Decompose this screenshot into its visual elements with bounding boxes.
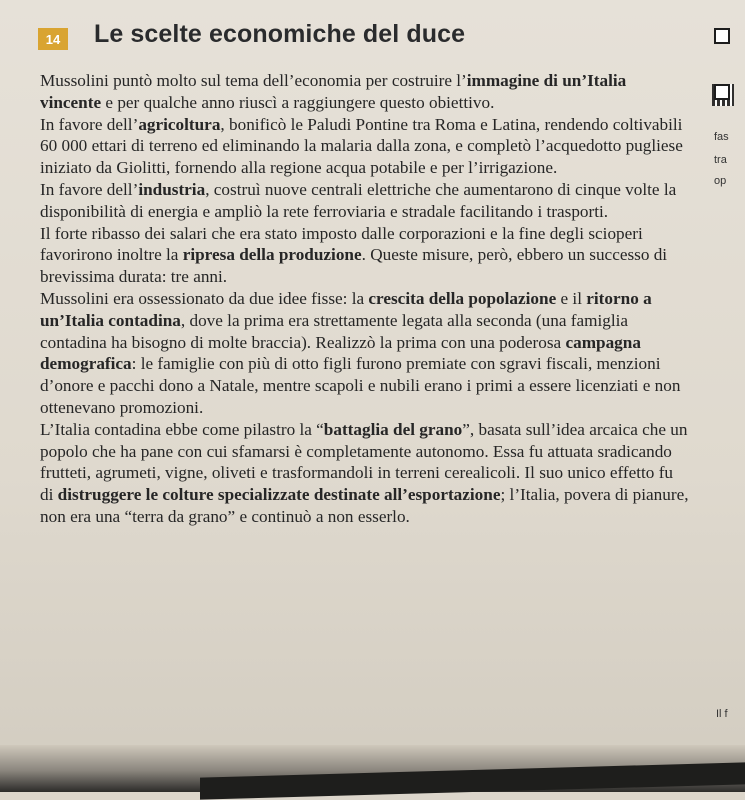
checkbox-square-icon xyxy=(714,28,730,44)
text-run: Mussolini era ossessionato da due idee fisse: la xyxy=(40,288,369,308)
paragraph xyxy=(40,223,690,288)
margin-note: op xyxy=(714,175,727,187)
text-run: . Queste misure, però, ebbero un successo di brevissima durata: tre anni. xyxy=(40,245,668,287)
margin-note: tra xyxy=(714,154,727,166)
bold-phrase: distruggere le colture specializzate destinate all’esportazione xyxy=(57,485,501,505)
paragraph xyxy=(40,70,690,114)
bold-phrase: ritorno a un’Italia contadina xyxy=(40,288,652,330)
text-run: , dove la prima era strettamente legata alla seconda (una famiglia contadina ha bisogno di molte braccia). Realizzò la prima con una poderosa xyxy=(40,310,629,352)
bold-phrase: industria xyxy=(138,179,206,199)
text-run: e il xyxy=(556,288,587,308)
body-text xyxy=(40,70,690,528)
paragraph xyxy=(40,288,690,419)
margin-note: Il f xyxy=(716,708,728,720)
text-run: Mussolini puntò molto sul tema dell’economia per costruire l’ xyxy=(40,71,467,90)
section-number-badge xyxy=(38,28,68,50)
text-run: , bonificò le Paludi Pontine tra Roma e Latina, rendendo coltivabili 60 000 ettari di terreno ed eliminando la malaria dalla zona, e completò l’acquedotto pugliese iniziato da Giolitti, fornendo alla regione acqua potabile e per l’irrigazione. xyxy=(40,114,683,178)
text-run: : le famiglie con più di otto figli furono premiate con sgravi fiscali, menzioni d’onore e pacchi dono a Natale, mentre scapoli e nubili erano i primi a essere licenziati e non ottenevano promozioni. xyxy=(40,354,681,417)
right-margin-column xyxy=(712,26,745,766)
margin-note: fas xyxy=(714,131,729,143)
text-run: In favore dell’ xyxy=(40,179,139,199)
text-run: e per qualche anno riuscì a raggiungere questo obiettivo. xyxy=(101,92,495,112)
text-run: Il forte ribasso dei salari che era stato imposto dalle corporazioni e la fine degli scioperi favorirono inoltre la xyxy=(40,223,643,265)
bold-phrase: ripresa della produzione xyxy=(182,245,362,265)
text-run: L’Italia contadina ebbe come pilastro la “ xyxy=(40,419,324,439)
section-title: Le scelte economiche del duce xyxy=(94,20,466,48)
paragraph xyxy=(40,179,690,223)
text-run: , costruì nuove centrali elettriche che aumentarono di cinque volte la disponibilità di energia e ampliò la rete ferroviaria e stradale facilitando i trasporti. xyxy=(40,179,677,221)
bold-phrase: campagna demografica xyxy=(40,332,641,374)
text-run: ”, basata sull’idea arcaica che un popolo che ha pane con cui sfamarsi è completamente autonomo. Essa fu attuata sradicando frutteti, agrumeti, vigne, oliveti e trasformandoli in terreni cerealicoli. Il suo unico effetto fu di xyxy=(40,419,688,505)
text-run: ; l’Italia, povera di pianure, non era una “terra da grano” e continuò a non esserlo. xyxy=(40,485,689,526)
bold-phrase: agricoltura xyxy=(138,114,221,134)
paragraph xyxy=(40,419,690,528)
bold-phrase: crescita della popolazione xyxy=(368,288,557,308)
section-number: 14 xyxy=(45,31,61,47)
bold-phrase: immagine di un’Italia vincente xyxy=(40,71,627,112)
checkbox-square-icon xyxy=(714,84,730,100)
paragraph xyxy=(40,114,690,179)
text-run: In favore dell’ xyxy=(40,114,139,134)
bold-phrase: battaglia del grano xyxy=(323,419,463,439)
